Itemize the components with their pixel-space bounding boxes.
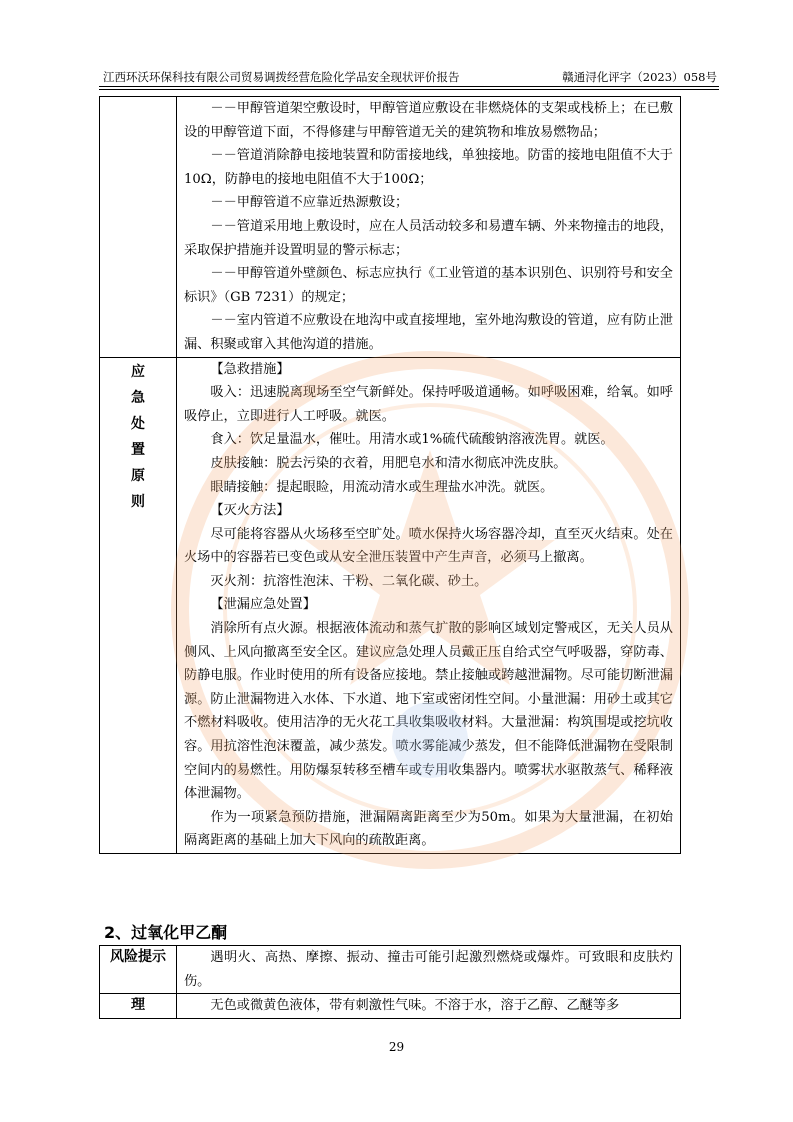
risk-content-cell: [177, 946, 681, 994]
header-report-number: 赣通浔化评字（2023）058号: [562, 70, 717, 84]
emergency-paragraph: 消除所有点火源。根据液体流动和蒸气扩散的影响区域划定警戒区，无关人员从侧风、上风向撤离至安全区。建议应急处理人员戴正压自给式空气呼吸器，穿防毒、防静电服。作业时使用的所有设备应接地。禁止接触或跨越泄漏物。尽可能切断泄漏源。防止泄漏物进入水体、下水道、地下室或密闭性空间。小量泄漏：用砂土或其它不燃材料吸收。使用洁净的无火花工具收集吸收材料。大量泄漏：构筑围堤或挖坑收容。用抗溶性泡沫覆盖，减少蒸发。喷水雾能减少蒸发，但不能降低泄漏物在受限制空间内的易燃性。用防爆泵转移至槽车或专用收集器内。喷雾状水驱散蒸气、稀释液体泄漏物。: [184, 621, 673, 802]
emergency-paragraph: 食入：饮足量温水，催吐。用清水或1%硫代硫酸钠溶液洗胃。就医。: [210, 432, 614, 448]
storage-row: [100, 97, 681, 358]
storage-paragraph: －－甲醇管道架空敷设时，甲醇管道应敷设在非燃烧体的支架或栈桥上；在已敷设的甲醇管道下面，不得修建与甲醇管道无关的建筑物和堆放易燃物品；: [184, 101, 673, 140]
emergency-paragraph: 吸入：迅速脱离现场至空气新鲜处。保持呼吸道通畅。如呼吸困难，给氧。如呼吸停止，立即进行人工呼吸。就医。: [184, 385, 673, 424]
storage-label-cell: [100, 97, 177, 358]
storage-paragraph: －－甲醇管道不应靠近热源敷设；: [210, 195, 409, 211]
page-header: [99, 68, 719, 87]
property-content-cell: [177, 994, 681, 1019]
property-label: 理: [100, 994, 177, 1019]
emergency-row: [100, 357, 681, 853]
section-title: 2、过氧化甲乙酮: [104, 923, 228, 942]
second-chemical-table: [99, 945, 681, 1019]
risk-label: 风险提示: [100, 946, 177, 994]
emergency-paragraph: 皮肤接触：脱去污染的衣着，用肥皂水和清水彻底冲洗皮肤。: [210, 455, 567, 471]
emergency-label: 应急处置原则: [131, 363, 145, 510]
emergency-label-cell: [100, 357, 177, 853]
storage-paragraph: －－管道消除静电接地装置和防雷接地线，单独接地。防雷的接地电阻值不大于10Ω，防静电的接地电阻值不大于100Ω；: [184, 148, 673, 187]
leak-heading: 【泄漏应急处置】: [210, 597, 316, 613]
first-aid-heading: 【急救措施】: [210, 361, 290, 377]
emergency-paragraph: 灭火剂：抗溶性泡沫、干粉、二氧化碳、砂土。: [210, 573, 488, 589]
storage-paragraph: －－室内管道不应敷设在地沟中或直接埋地，室外地沟敷设的管道，应有防止泄漏、积聚或窜入其他沟道的措施。: [184, 313, 673, 352]
chemical-info-table: [99, 96, 681, 854]
header-report-title: 江西环沃环保科技有限公司贸易调拨经营危险化学品安全现状评价报告: [103, 70, 460, 84]
storage-paragraph: －－甲醇管道外壁颜色、标志应执行《工业管道的基本识别色、识别符号和安全标识》（GB 7231）的规定；: [184, 266, 673, 305]
firefighting-heading: 【灭火方法】: [210, 503, 290, 519]
page-number: 29: [388, 1040, 405, 1054]
emergency-paragraph: 眼睛接触：提起眼睑，用流动清水或生理盐水冲洗。就医。: [210, 479, 554, 495]
emergency-content-cell: [177, 357, 681, 853]
storage-content-cell: [177, 97, 681, 358]
property-text: 无色或微黄色液体，带有刺激性气味。不溶于水，溶于乙醇、乙醚等多: [210, 998, 620, 1014]
emergency-paragraph: 作为一项紧急预防措施，泄漏隔离距离至少为50m。如果为大量泄漏，在初始隔离距离的基础上加大下风向的疏散距离。: [184, 809, 673, 849]
property-row: [100, 994, 681, 1019]
risk-text: 遇明火、高热、摩擦、振动、撞击可能引起激烈燃烧或爆炸。可致眼和皮肤灼伤。: [184, 950, 673, 989]
emergency-paragraph: 尽可能将容器从火场移至空旷处。喷水保持火场容器冷却，直至灭火结束。处在火场中的容器若已变色或从安全泄压装置中产生声音，必须马上撤离。: [184, 526, 673, 566]
risk-row: [100, 946, 681, 994]
header-rule: [99, 89, 719, 90]
storage-paragraph: －－管道采用地上敷设时，应在人员活动较多和易遭车辆、外来物撞击的地段，采取保护措施并设置明显的警示标志；: [184, 218, 673, 258]
